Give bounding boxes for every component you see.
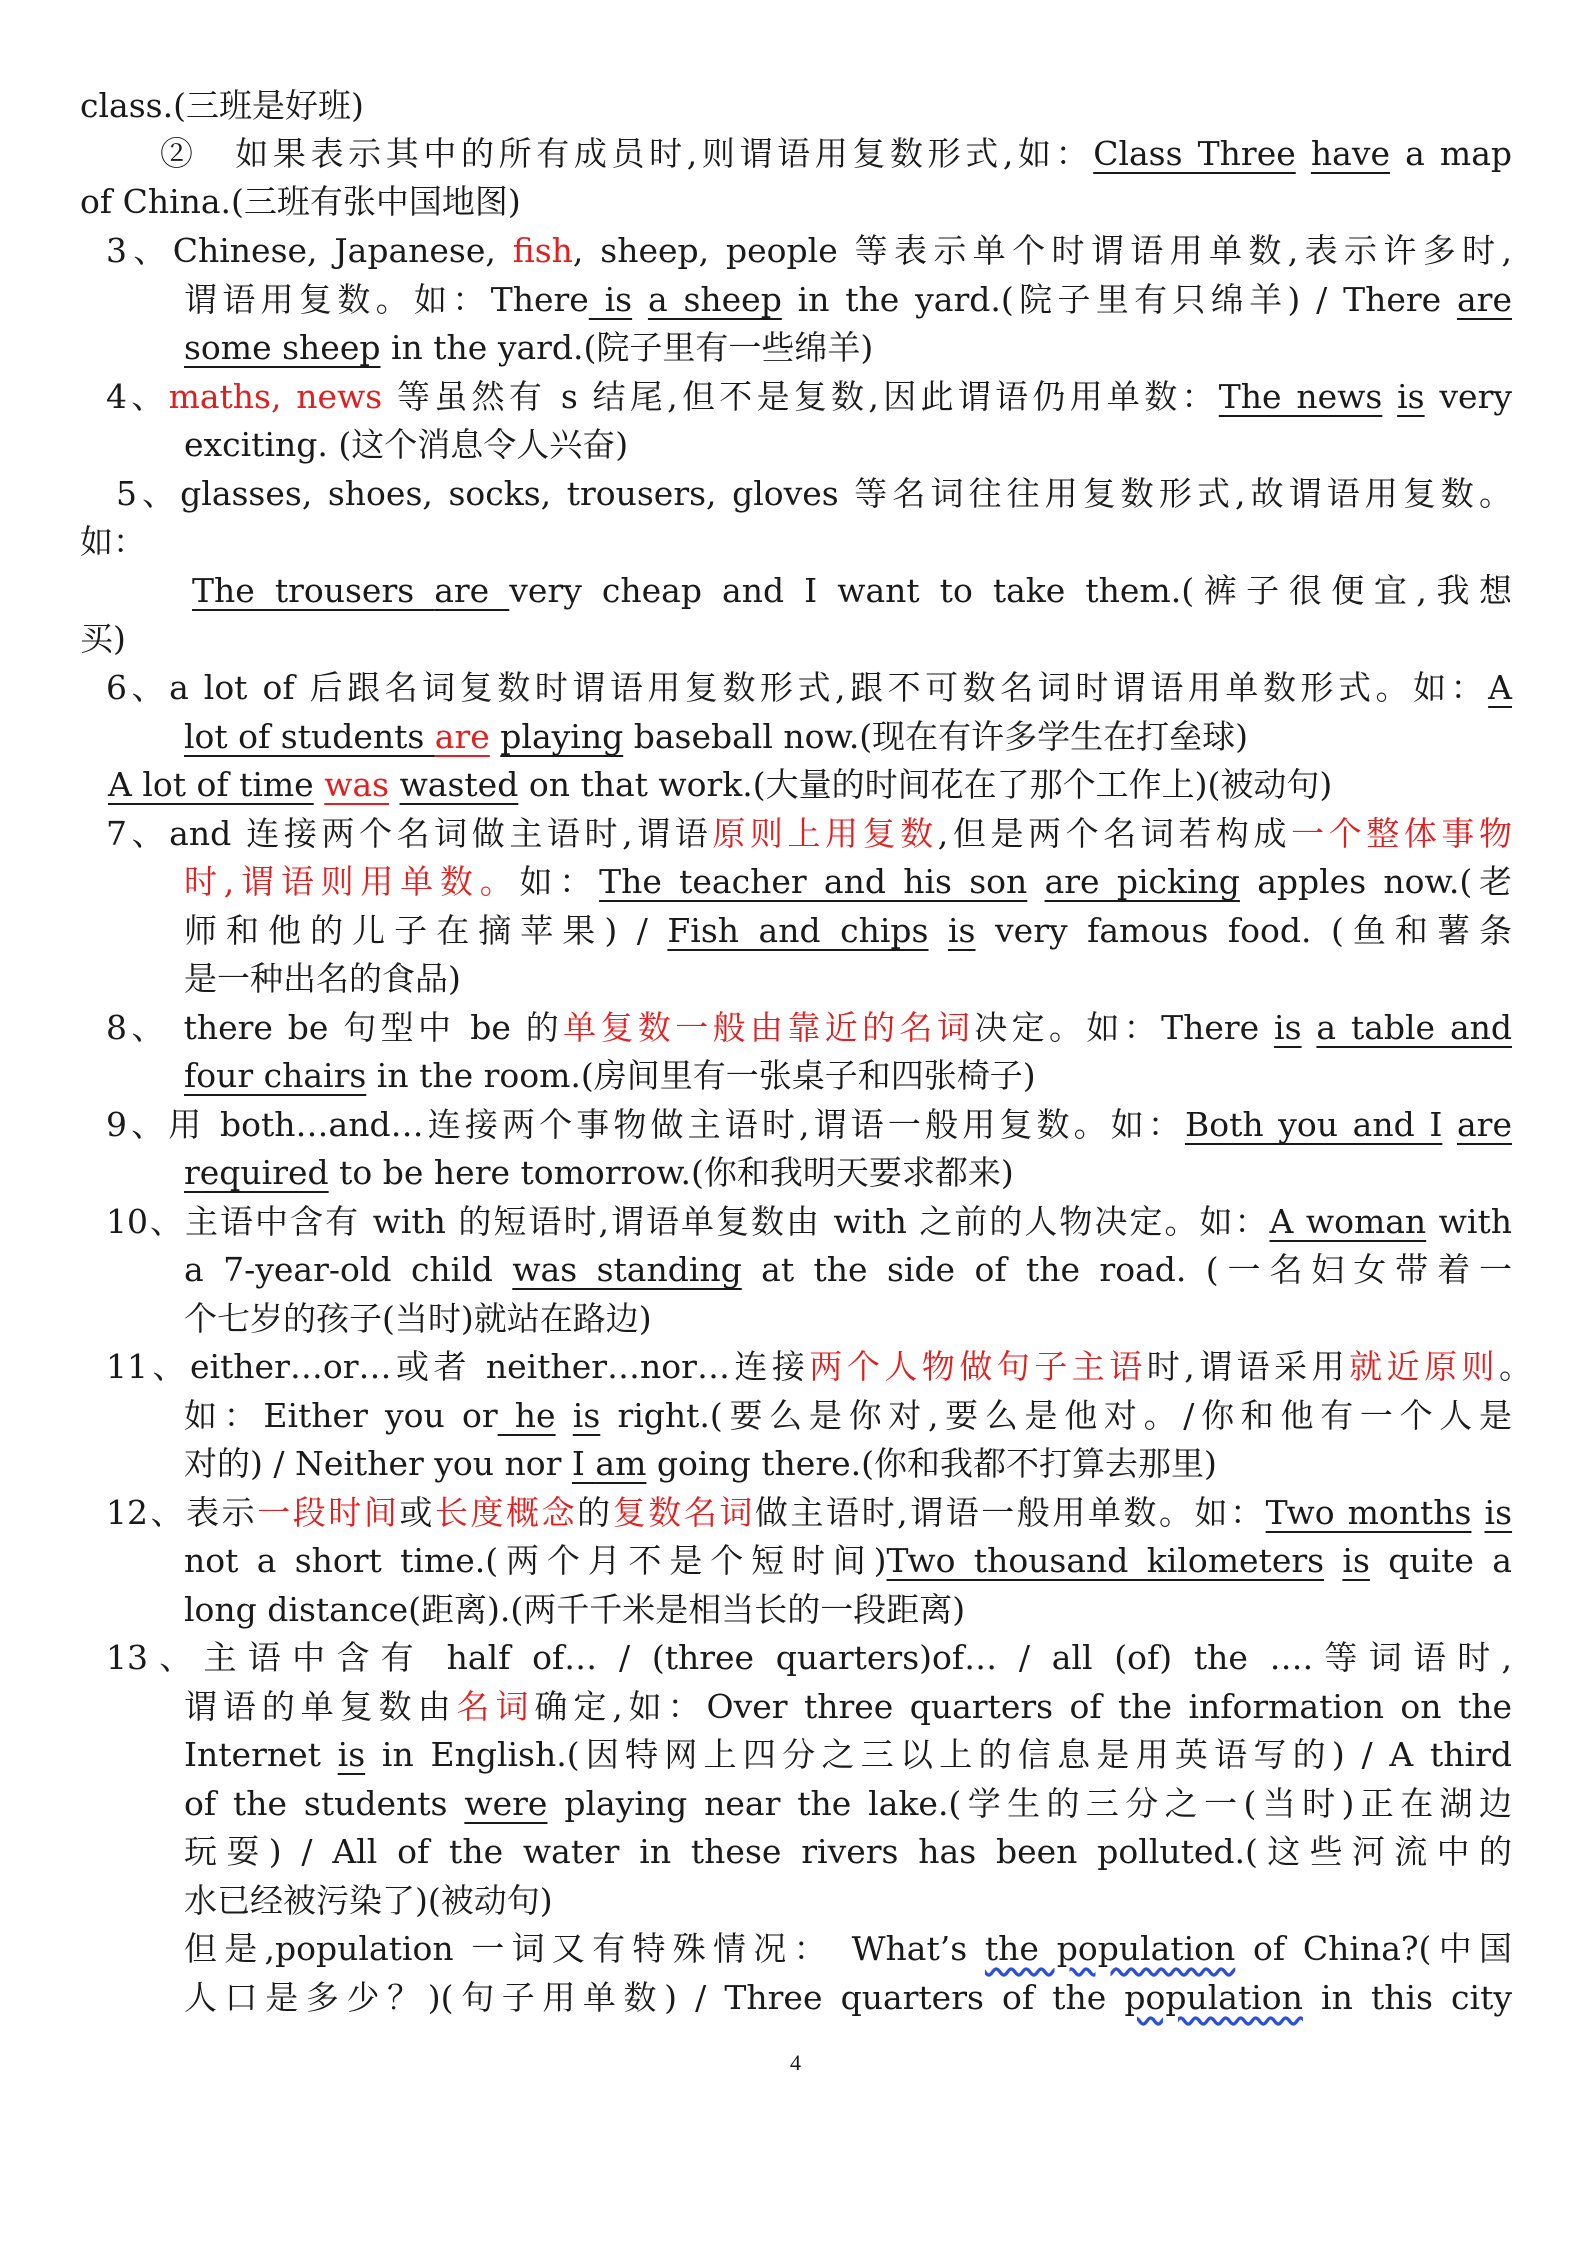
text-line: 谓语的单复数由名词确定,如：Over three quarters of the information on the bbox=[184, 1687, 1513, 1726]
text-line: class.(三班是好班) bbox=[80, 86, 364, 125]
text-line: 人口是多少？)(句子用单数) / Three quarters of the population in this city bbox=[184, 1978, 1512, 2017]
text-line: The trousers are very cheap and I want to take them.(裤子很便宜,我想 bbox=[192, 571, 1513, 610]
rule-4-line: 4、maths, news 等虽然有 s 结尾,但不是复数,因此谓语仍用单数：The news is very bbox=[106, 377, 1512, 416]
text-line: ② 如果表示其中的所有成员时,则谓语用复数形式,如：Class Three have a map bbox=[160, 134, 1512, 173]
text-line: required to be here tomorrow.(你和我明天要求都来) bbox=[184, 1153, 1014, 1192]
rule-6-line: 6、a lot of 后跟名词复数时谓语用复数形式,跟不可数名词时谓语用单数形式。如：A bbox=[106, 668, 1512, 707]
text-line: of China.(三班有张中国地图) bbox=[80, 182, 521, 221]
text-line: 如： bbox=[80, 522, 146, 561]
text-line: four chairs in the room.(房间里有一张桌子和四张椅子) bbox=[184, 1056, 1036, 1095]
text-line: a 7-year-old child was standing at the side of the road. (一名妇女带着一 bbox=[184, 1250, 1513, 1289]
text-line: long distance(距离).(两千千米是相当长的一段距离) bbox=[184, 1590, 966, 1629]
text-line: Internet is in English.(因特网上四分之三以上的信息是用英语写的) / A third bbox=[184, 1735, 1512, 1774]
rule-8-line: 8、 there be 句型中 be 的单复数一般由靠近的名词决定。如：There is a table and bbox=[106, 1008, 1512, 1047]
text-line: 买) bbox=[80, 619, 126, 658]
text-line: 谓语用复数。如：There is a sheep in the yard.(院子里有只绵羊) / There are bbox=[184, 280, 1512, 319]
rule-12-line: 12、表示一段时间或长度概念的复数名词做主语时,谓语一般用单数。如：Two months is bbox=[106, 1493, 1513, 1532]
text-line: of the students were playing near the lake.(学生的三分之一(当时)正在湖边 bbox=[184, 1784, 1512, 1823]
rule-11-line: 11、either…or…或者 neither…nor…连接两个人物做句子主语时,谓语采用就近原则。 bbox=[106, 1347, 1533, 1386]
rule-10-line: 10、主语中含有 with 的短语时,谓语单复数由 with 之前的人物决定。如：A woman with bbox=[106, 1202, 1512, 1241]
text-line: 水已经被污染了)(被动句) bbox=[184, 1881, 553, 1920]
rule-13-line: 13、主语中含有 half of… / (three quarters)of… / all (of) the ….等词语时, bbox=[106, 1638, 1512, 1677]
text-line: 如：Either you or he is right.(要么是你对,要么是他对。/你和他有一个人是 bbox=[184, 1396, 1512, 1435]
text-line: 师和他的儿子在摘苹果) / Fish and chips is very famous food. (鱼和薯条 bbox=[184, 911, 1512, 950]
text-line: 是一种出名的食品) bbox=[184, 959, 461, 998]
text-line: exciting. (这个消息令人兴奋) bbox=[184, 425, 629, 464]
page-number: 4 bbox=[790, 2050, 801, 2075]
text-line: 个七岁的孩子(当时)就站在路边) bbox=[184, 1299, 652, 1338]
text-line: 对的) / Neither you nor I am going there.(你和我都不打算去那里) bbox=[184, 1444, 1217, 1483]
rule-7-line: 7、and 连接两个名词做主语时,谓语原则上用复数,但是两个名词若构成一个整体事物 bbox=[106, 814, 1512, 853]
text-line: not a short time.(两个月不是个短时间)Two thousand kilometers is quite a bbox=[184, 1541, 1512, 1580]
text-line: 时,谓语则用单数。如：The teacher and his son are picking apples now.(老 bbox=[184, 862, 1512, 901]
rule-9-line: 9、用 both…and…连接两个事物做主语时,谓语一般用复数。如：Both you and I are bbox=[106, 1105, 1512, 1144]
text-line: 但是,population 一词又有特殊情况： What’s the population of China?(中国 bbox=[184, 1929, 1512, 1968]
rule-3-line: 3、Chinese, Japanese, fish, sheep, people 等表示单个时谓语用单数,表示许多时, bbox=[106, 231, 1512, 270]
text-line: lot of students are playing baseball now.(现在有许多学生在打垒球) bbox=[184, 717, 1249, 756]
text-line: A lot of time was wasted on that work.(大量的时间花在了那个工作上)(被动句) bbox=[108, 765, 1333, 804]
text-line: some sheep in the yard.(院子里有一些绵羊) bbox=[184, 328, 874, 367]
text-line: 玩耍) / All of the water in these rivers has been polluted.(这些河流中的 bbox=[184, 1832, 1512, 1871]
rule-5-line: 5、glasses, shoes, socks, trousers, gloves 等名词往往用复数形式,故谓语用复数。 bbox=[116, 474, 1512, 513]
